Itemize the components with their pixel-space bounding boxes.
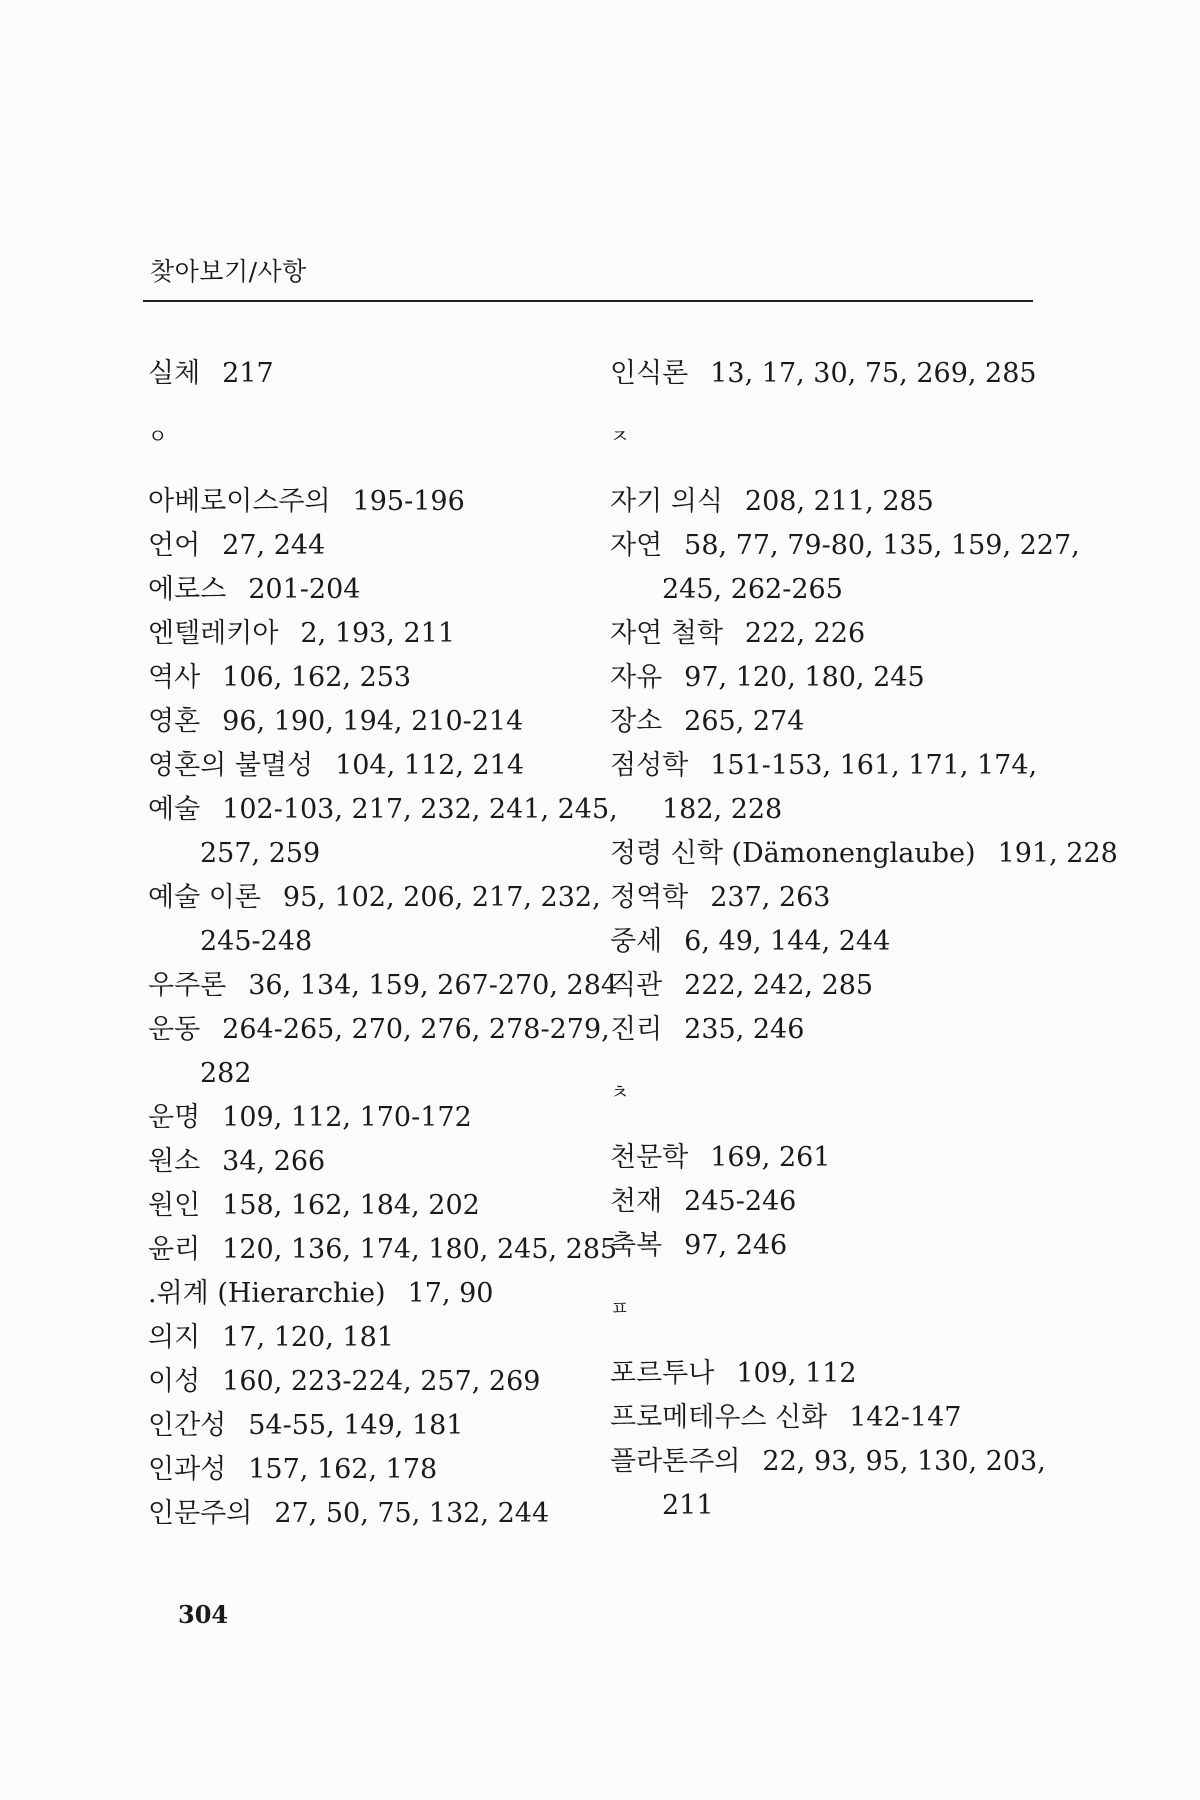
index-pages: 95, 102, 206, 217, 232, xyxy=(282,882,601,913)
index-term: 우주론 xyxy=(148,970,227,1001)
index-entry xyxy=(610,700,1040,744)
index-term: 원소 xyxy=(148,1146,201,1177)
index-term: 프로메테우스 신화 xyxy=(610,1402,828,1433)
index-entry xyxy=(148,876,601,920)
index-term: 원인 xyxy=(148,1190,201,1221)
index-entry xyxy=(610,1352,1040,1396)
index-entry xyxy=(148,1404,588,1448)
index-pages: 2, 193, 211 xyxy=(300,618,455,649)
index-term: 윤리 xyxy=(148,1234,201,1265)
index-entry xyxy=(610,1396,1040,1440)
index-entry xyxy=(148,744,588,788)
index-entry xyxy=(610,524,1080,568)
index-term: 자유 xyxy=(610,662,663,693)
index-term: 자연 xyxy=(610,530,663,561)
index-term: 운명 xyxy=(148,1102,201,1133)
index-pages: 102-103, 217, 232, 241, 245, xyxy=(222,794,618,825)
index-entry xyxy=(148,656,588,700)
index-term: 장소 xyxy=(610,706,663,737)
index-entry xyxy=(610,1224,1040,1268)
index-entry xyxy=(610,876,1040,920)
index-pages: 34, 266 xyxy=(222,1146,326,1177)
index-term: .위계 (Hierarchie) xyxy=(148,1278,386,1309)
index-term: 언어 xyxy=(148,530,201,561)
index-pages-continued: 245, 262-265 xyxy=(662,574,843,605)
index-pages: 222, 242, 285 xyxy=(684,970,874,1001)
page-number: 304 xyxy=(178,1600,229,1629)
index-pages: 157, 162, 178 xyxy=(248,1454,438,1485)
index-pages: 191, 228 xyxy=(997,838,1118,869)
index-pages: 22, 93, 95, 130, 203, xyxy=(762,1446,1046,1477)
index-entry xyxy=(148,1096,588,1140)
index-term: 천재 xyxy=(610,1186,663,1217)
index-pages: 120, 136, 174, 180, 245, 285 xyxy=(222,1234,618,1265)
index-pages: 158, 162, 184, 202 xyxy=(222,1190,480,1221)
index-term: 중세 xyxy=(610,926,663,957)
index-pages: 195-196 xyxy=(352,486,465,517)
index-term: 에로스 xyxy=(148,574,227,605)
index-pages: 201-204 xyxy=(248,574,361,605)
index-pages: 36, 134, 159, 267-270, 284 xyxy=(248,970,619,1001)
index-term: 인문주의 xyxy=(148,1498,253,1529)
index-pages: 27, 50, 75, 132, 244 xyxy=(274,1498,550,1529)
index-entry xyxy=(148,1140,588,1184)
index-term: 의지 xyxy=(148,1322,201,1353)
index-entry xyxy=(148,1272,588,1316)
index-pages: 264-265, 270, 276, 278-279, xyxy=(222,1014,610,1045)
index-term: 직관 xyxy=(610,970,663,1001)
index-pages: 222, 226 xyxy=(744,618,866,649)
index-term: 점성학 xyxy=(610,750,689,781)
index-pages: 97, 246 xyxy=(684,1230,788,1261)
index-pages: 169, 261 xyxy=(710,1142,831,1173)
index-entry xyxy=(610,1008,1040,1052)
index-entry xyxy=(610,832,1118,876)
index-entry xyxy=(610,1180,1040,1224)
index-term: 축복 xyxy=(610,1230,663,1261)
index-pages: 142-147 xyxy=(849,1402,962,1433)
index-entry xyxy=(148,612,588,656)
index-term: 영혼의 불멸성 xyxy=(148,750,314,781)
index-term: 예술 xyxy=(148,794,201,825)
index-pages: 6, 49, 144, 244 xyxy=(684,926,891,957)
index-term: 예술 이론 xyxy=(148,882,261,913)
index-entry xyxy=(148,524,588,568)
index-pages: 17, 90 xyxy=(407,1278,494,1309)
index-pages-continued: 282 xyxy=(200,1058,252,1089)
index-pages: 217 xyxy=(222,358,274,389)
index-entry xyxy=(148,352,588,396)
index-entry xyxy=(148,1008,610,1052)
index-term: 엔텔레키아 xyxy=(148,618,279,649)
index-pages: 160, 223-224, 257, 269 xyxy=(222,1366,541,1397)
index-entry xyxy=(610,920,1040,964)
index-pages-continued: 182, 228 xyxy=(662,794,783,825)
index-entry xyxy=(148,1228,618,1272)
index-entry xyxy=(148,568,588,612)
index-pages: 58, 77, 79-80, 135, 159, 227, xyxy=(684,530,1080,561)
index-column-right xyxy=(610,352,1118,1528)
index-pages: 237, 263 xyxy=(710,882,831,913)
index-term: 이성 xyxy=(148,1366,201,1397)
index-term: 인식론 xyxy=(610,358,689,389)
index-pages: 54-55, 149, 181 xyxy=(248,1410,464,1441)
index-term: 진리 xyxy=(610,1014,663,1045)
index-column-left xyxy=(148,352,619,1536)
header-rule xyxy=(143,300,1033,302)
section-heading-o: ㅇ xyxy=(148,424,168,448)
index-pages-continued: 211 xyxy=(662,1490,714,1521)
index-pages: 17, 120, 181 xyxy=(222,1322,394,1353)
index-term: 실체 xyxy=(148,358,201,389)
index-entry xyxy=(610,744,1040,788)
index-pages: 27, 244 xyxy=(222,530,326,561)
index-pages: 109, 112 xyxy=(736,1358,857,1389)
index-term: 플라톤주의 xyxy=(610,1446,741,1477)
index-pages: 109, 112, 170-172 xyxy=(222,1102,472,1133)
index-term: 아베로이스주의 xyxy=(148,486,331,517)
index-entry xyxy=(610,656,1040,700)
index-pages-continued: 257, 259 xyxy=(200,838,321,869)
index-entry xyxy=(610,612,1040,656)
index-term: 자기 의식 xyxy=(610,486,723,517)
index-entry xyxy=(610,1136,1040,1180)
index-entry xyxy=(148,700,588,744)
index-term: 자연 철학 xyxy=(610,618,723,649)
index-pages: 151-153, 161, 171, 174, xyxy=(710,750,1038,781)
index-term: 천문학 xyxy=(610,1142,689,1173)
index-term: 정역학 xyxy=(610,882,689,913)
section-heading-j: ㅈ xyxy=(610,424,630,448)
index-pages-continued: 245-248 xyxy=(200,926,313,957)
index-term: 정령 신학 (Dämonenglaube) xyxy=(610,838,976,869)
index-entry xyxy=(148,1316,588,1360)
index-entry xyxy=(148,788,618,832)
index-term: 운동 xyxy=(148,1014,201,1045)
index-pages: 13, 17, 30, 75, 269, 285 xyxy=(710,358,1037,389)
index-entry xyxy=(148,1360,588,1404)
index-term: 영혼 xyxy=(148,706,201,737)
index-term: 역사 xyxy=(148,662,201,693)
index-entry xyxy=(148,1184,588,1228)
index-entry xyxy=(148,480,588,524)
running-header: 찾아보기/사항 xyxy=(150,257,307,286)
index-entry xyxy=(148,1492,588,1536)
index-term: 인간성 xyxy=(148,1410,227,1441)
index-entry xyxy=(610,352,1040,396)
section-heading-ch: ㅊ xyxy=(610,1080,630,1104)
index-entry xyxy=(610,964,1040,1008)
index-pages: 104, 112, 214 xyxy=(335,750,525,781)
section-heading-p: ㅍ xyxy=(610,1296,630,1320)
index-term: 인과성 xyxy=(148,1454,227,1485)
index-pages: 106, 162, 253 xyxy=(222,662,412,693)
index-term: 포르투나 xyxy=(610,1358,715,1389)
index-entry xyxy=(148,1448,588,1492)
index-pages: 96, 190, 194, 210-214 xyxy=(222,706,524,737)
index-pages: 265, 274 xyxy=(684,706,805,737)
index-entry xyxy=(610,480,1040,524)
index-pages: 208, 211, 285 xyxy=(744,486,934,517)
index-entry xyxy=(148,964,619,1008)
index-entry xyxy=(610,1440,1046,1484)
index-pages: 97, 120, 180, 245 xyxy=(684,662,925,693)
index-pages: 245-246 xyxy=(684,1186,797,1217)
index-pages: 235, 246 xyxy=(684,1014,805,1045)
